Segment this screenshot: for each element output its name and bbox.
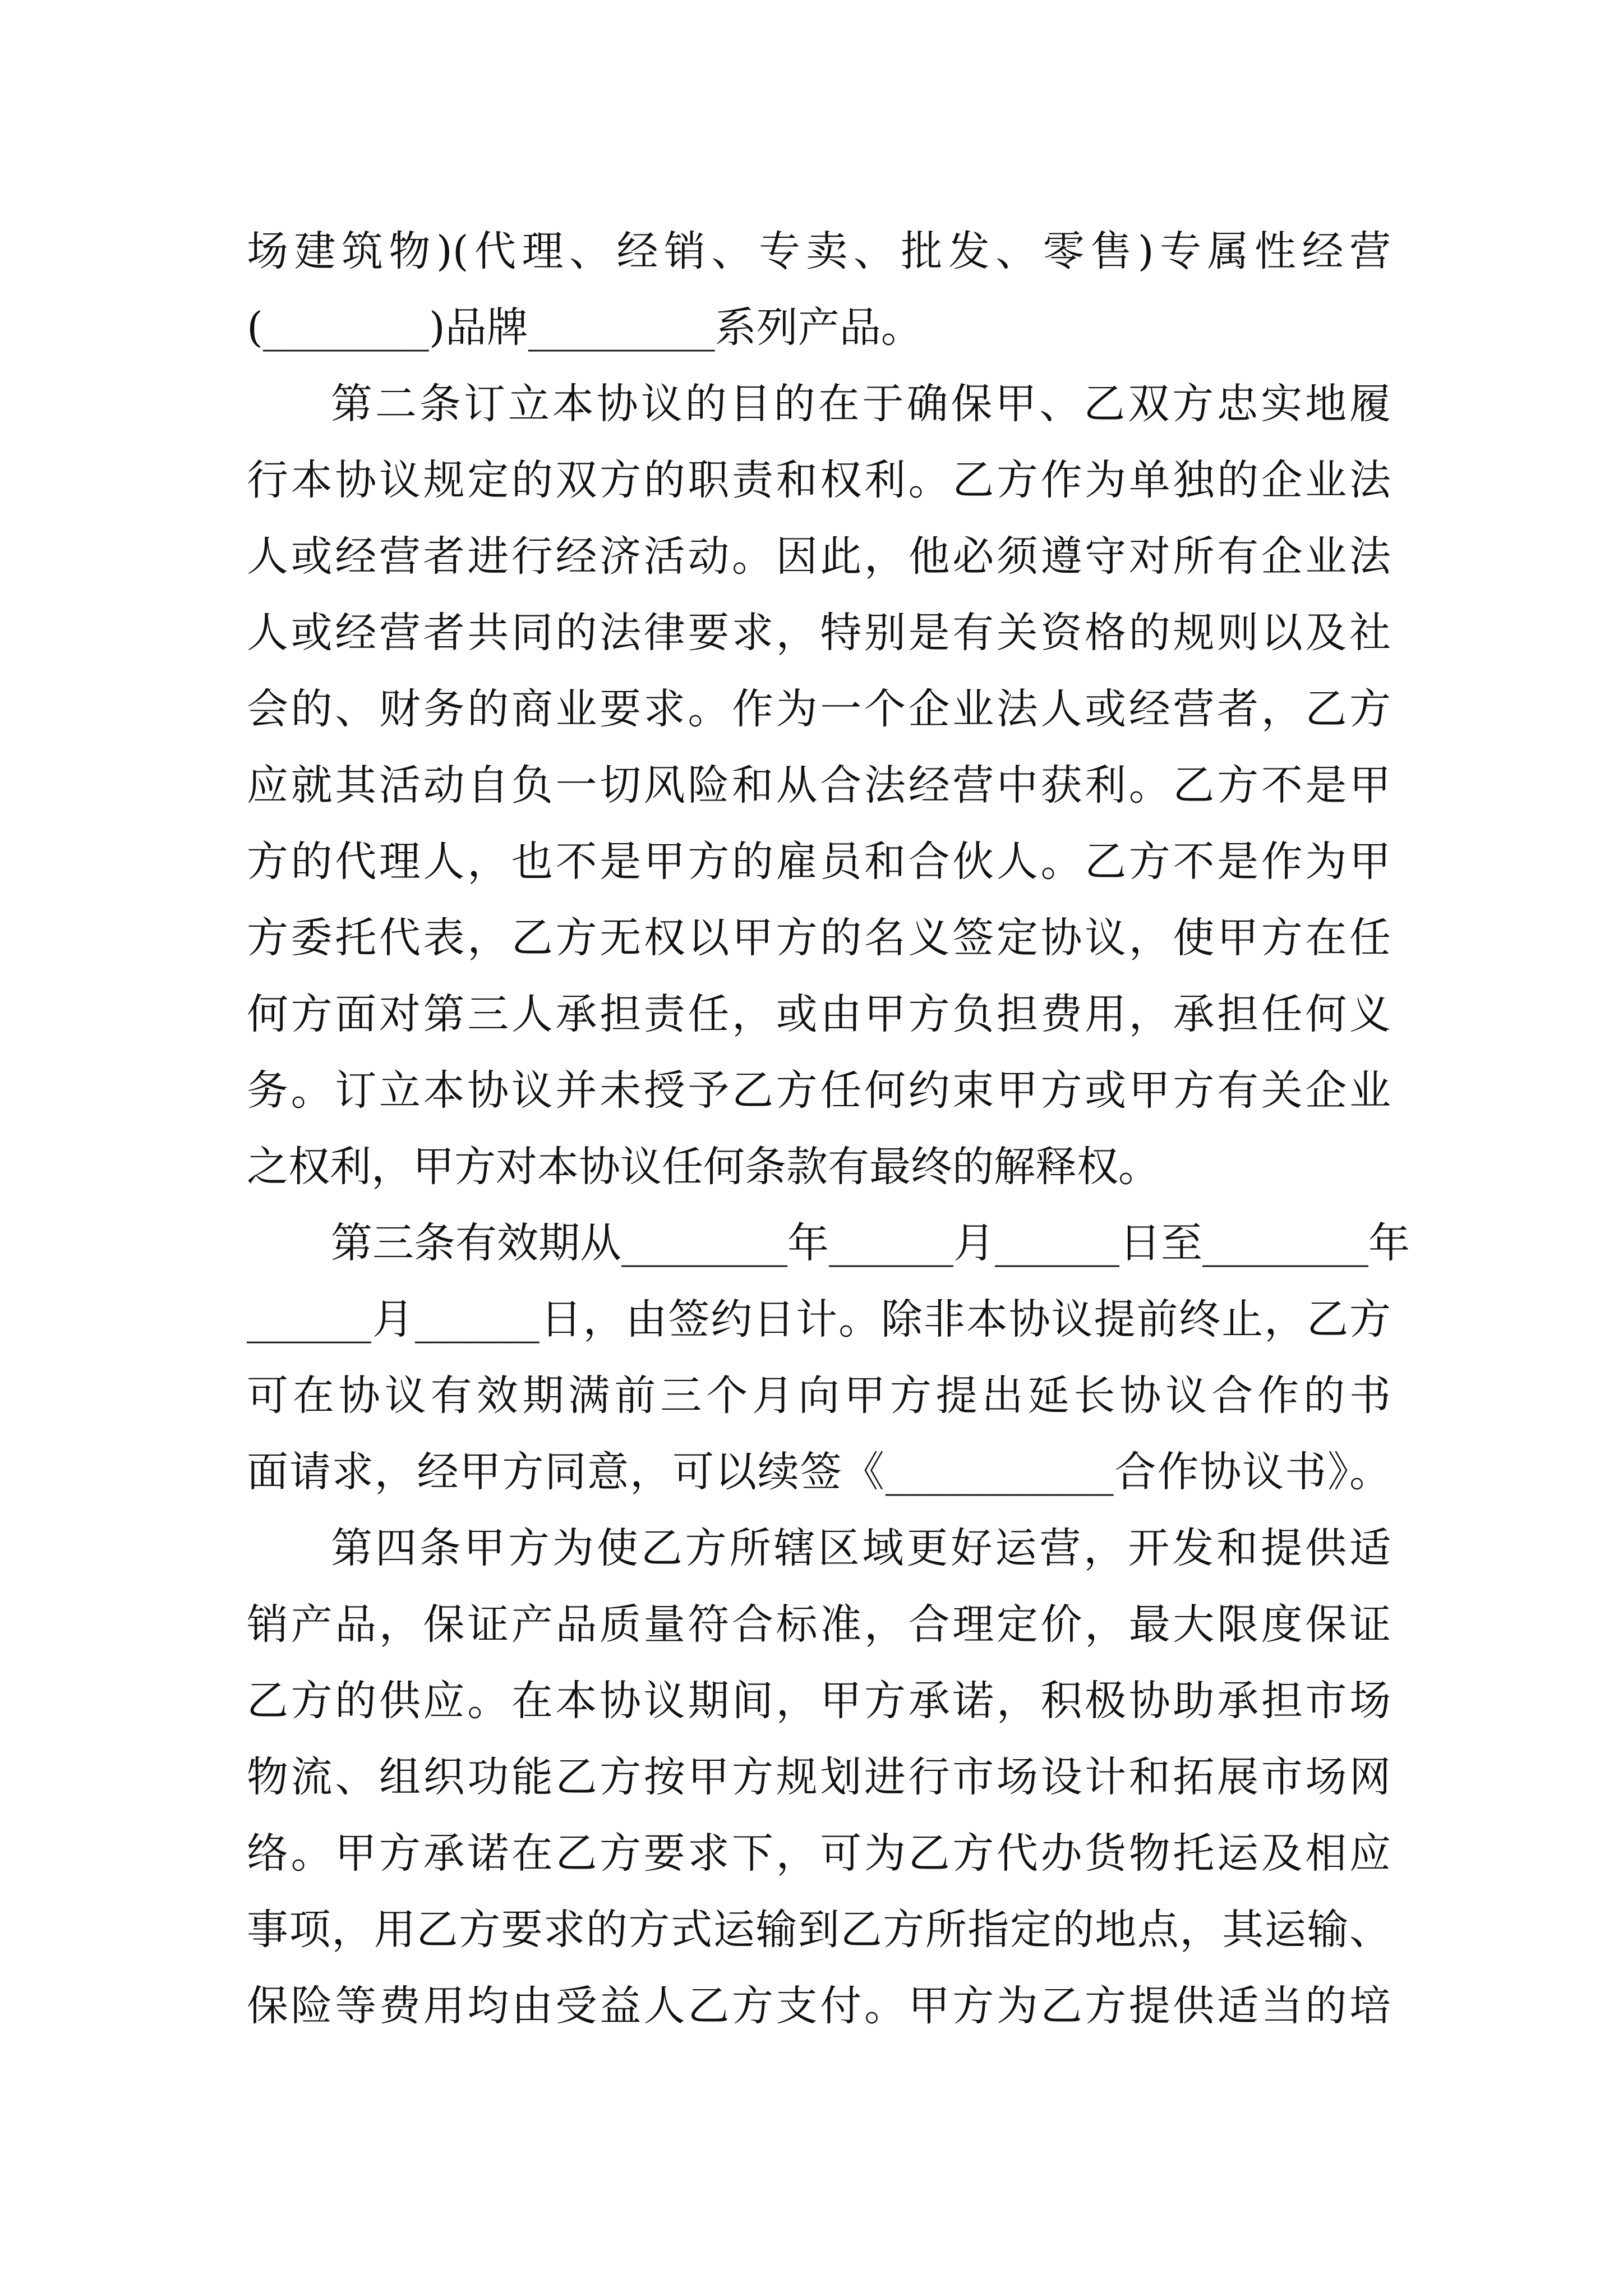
text-line: 方委托代表，乙方无权以甲方的名义签定协议，使甲方在任 [247,914,1391,962]
text-line: 可在协议有效期满前三个月向甲方提出延长协议合作的书 [247,1372,1391,1420]
text-line: ______月______日，由签约日计。除非本协议提前终止，乙方 [247,1295,1391,1343]
text-line: (________)品牌_________系列产品。 [247,303,923,352]
contract-body [247,213,1410,2044]
text-line: 乙方的供应。在本协议期间，甲方承诺，积极协助承担市场 [247,1677,1391,1725]
article-2-heading-line: 第二条订立本协议的目的在于确保甲、乙双方忠实地履 [331,380,1391,428]
text-line: 保险等费用均由受益人乙方支付。甲方为乙方提供适当的培 [247,1982,1391,2030]
text-line: 务。订立本协议并未授予乙方任何约束甲方或甲方有关企业 [247,1066,1391,1115]
text-line: 事项，用乙方要求的方式运输到乙方所指定的地点，其运输、 [247,1906,1391,1954]
text-line: 络。甲方承诺在乙方要求下，可为乙方代办货物托运及相应 [247,1829,1391,1878]
article-3-heading-line: 第三条有效期从________年______月______日至________年 [331,1219,1410,1267]
text-line: 会的、财务的商业要求。作为一个企业法人或经营者，乙方 [247,685,1391,733]
text-line: 何方面对第三人承担责任，或由甲方负担费用，承担任何义 [247,990,1391,1038]
text-line: 应就其活动自负一切风险和从合法经营中获利。乙方不是甲 [247,761,1391,809]
text-line: 行本协议规定的双方的职责和权利。乙方作为单独的企业法 [247,456,1391,504]
text-line: 人或经营者共同的法律要求，特别是有关资格的规则以及社 [247,609,1391,657]
text-line: 面请求，经甲方同意，可以续签《___________合作协议书》。 [247,1448,1391,1496]
text-line: 销产品，保证产品质量符合标准，合理定价，最大限度保证 [247,1600,1391,1649]
text-line: 之权利，甲方对本协议任何条款有最终的解释权。 [247,1143,1160,1191]
article-4-heading-line: 第四条甲方为使乙方所辖区域更好运营，开发和提供适 [331,1524,1391,1572]
text-line: 场建筑物)(代理、经销、专卖、批发、零售)专属性经营 [247,227,1391,275]
text-line: 方的代理人，也不是甲方的雇员和合伙人。乙方不是作为甲 [247,838,1391,886]
text-line: 物流、组织功能乙方按甲方规划进行市场设计和拓展市场网 [247,1753,1391,1801]
text-line: 人或经营者进行经济活动。因此，他必须遵守对所有企业法 [247,532,1391,581]
